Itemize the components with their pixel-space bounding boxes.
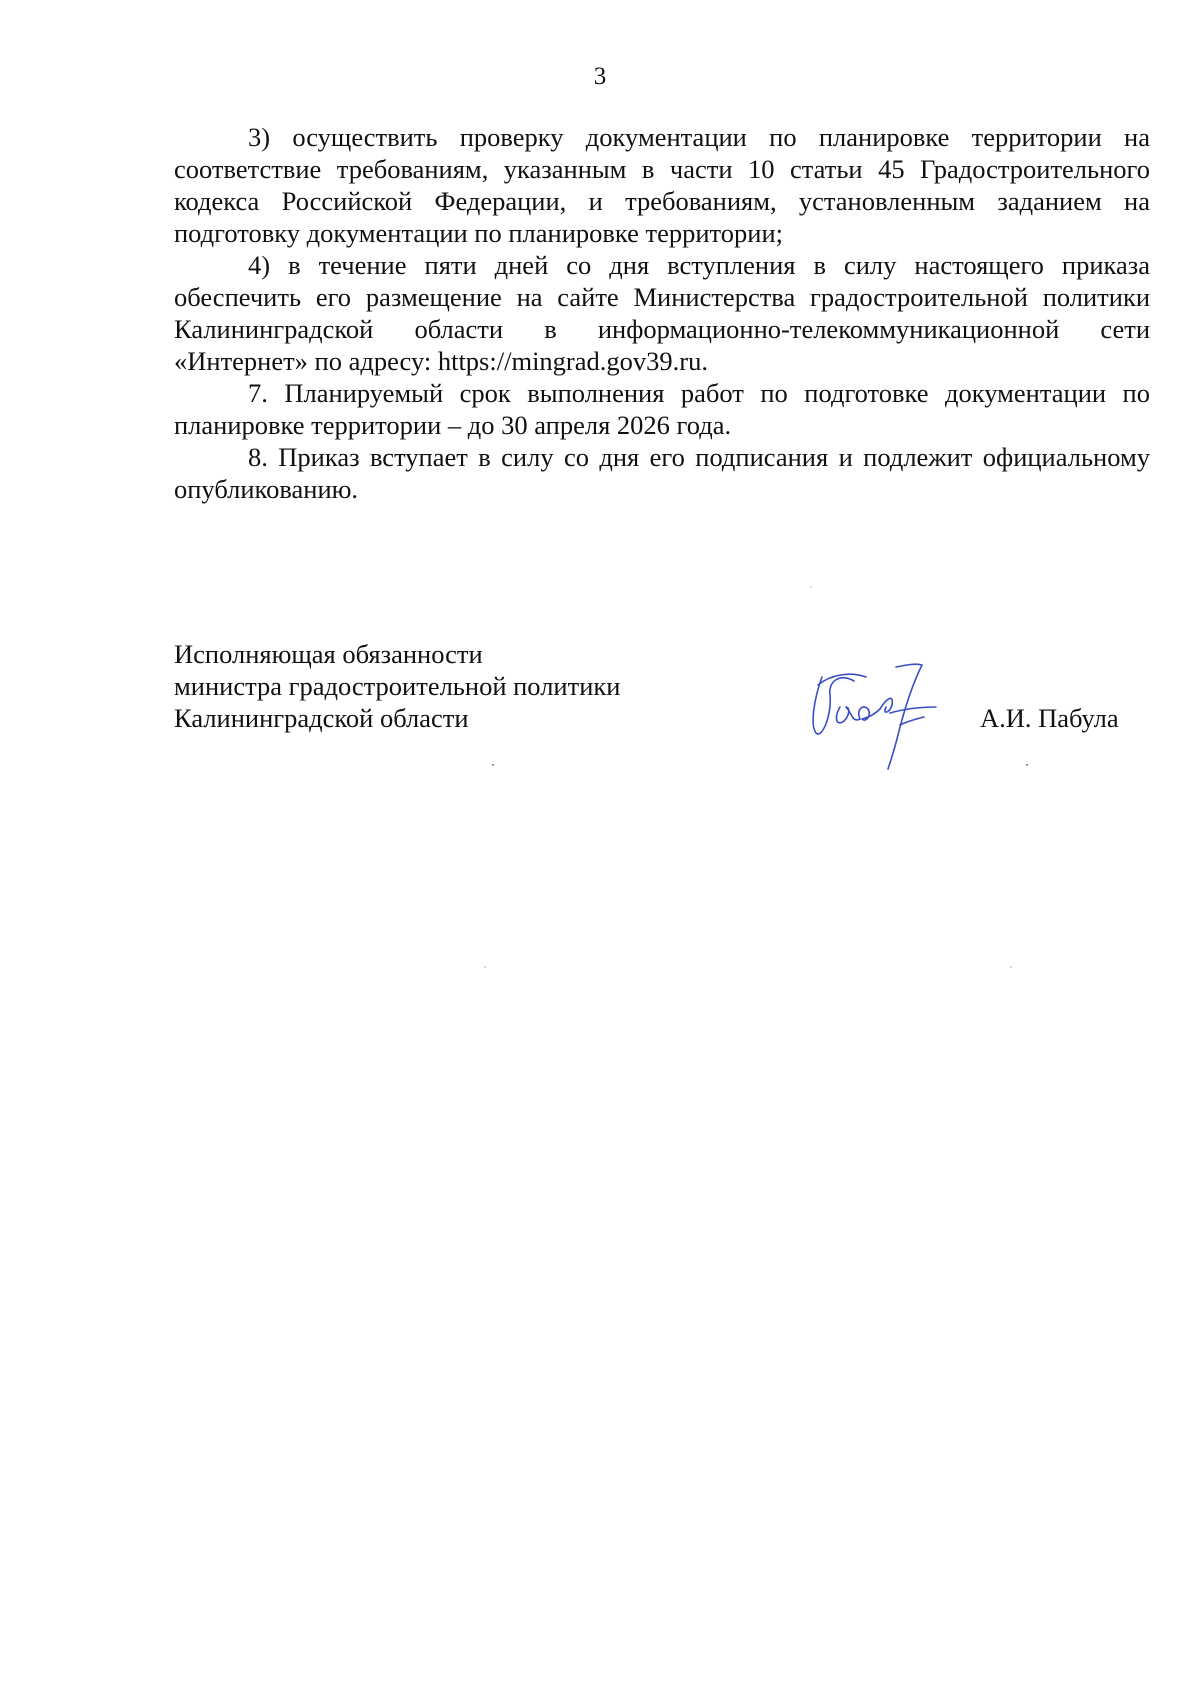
paragraph-item-3: 3) осуществить проверку документации по планировке территории на соответствие требованиям, указанным в части 10 статьи 45 Градостроительного кодекса Российской Федерации, и требованиям, установленным заданием на подготовку документации по планировке территории; bbox=[174, 122, 1150, 248]
signatory-name: А.И. Пабула bbox=[980, 703, 1119, 733]
paragraph-item-4: 4) в течение пяти дней со дня вступления в силу настоящего приказа обеспечить его размещение на сайте Министерства градостроительной политики Калининградской области в информационно-телекоммуникационной сети «Интернет» по адресу: https://mingrad.gov39.ru. bbox=[174, 250, 1150, 376]
scan-speck bbox=[1026, 764, 1028, 766]
handwritten-signature bbox=[800, 655, 940, 775]
paragraph-clause-7: 7. Планируемый срок выполнения работ по подготовке документации по планировке территории – до 30 апреля 2026 года. bbox=[174, 378, 1150, 440]
signatory-position-line: Исполняющая обязанности bbox=[174, 639, 483, 669]
scan-speck bbox=[484, 966, 486, 968]
signatory-position-line: министра градостроительной политики bbox=[174, 671, 621, 701]
scan-speck bbox=[1010, 966, 1012, 968]
scan-speck bbox=[492, 764, 494, 766]
page-number: 3 bbox=[593, 63, 607, 90]
signatory-position bbox=[174, 638, 620, 734]
paragraph-clause-8: 8. Приказ вступает в силу со дня его подписания и подлежит официальному опубликованию. bbox=[174, 442, 1150, 504]
scan-speck bbox=[810, 586, 812, 588]
signatory-position-line: Калининградской области bbox=[174, 703, 469, 733]
document-body bbox=[174, 121, 1150, 505]
